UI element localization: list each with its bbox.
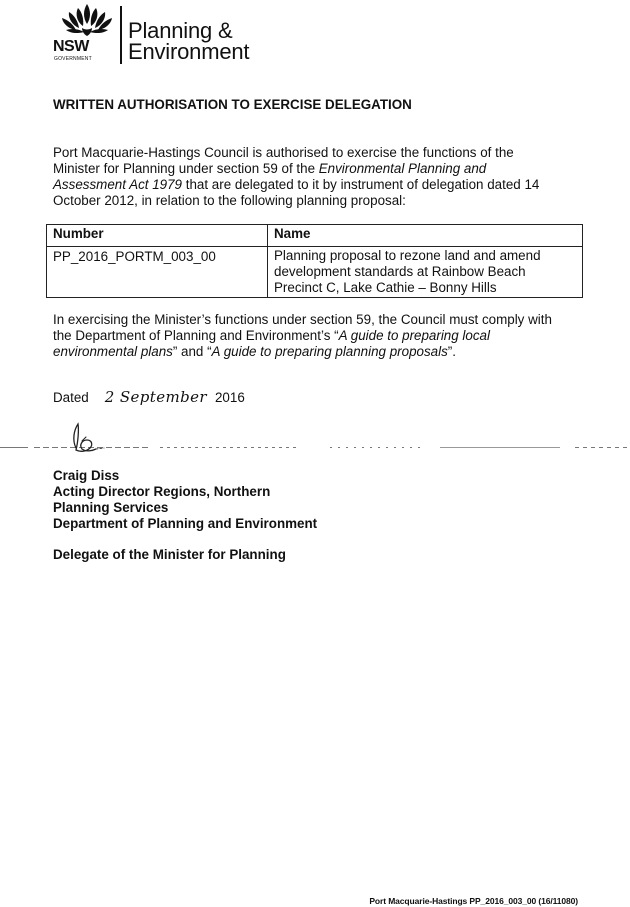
planning-proposal-table xyxy=(46,224,583,298)
guide-planning-proposals: A guide to preparing planning proposals xyxy=(211,344,448,359)
signatory-role-line1: Acting Director Regions, Northern xyxy=(53,484,271,499)
nsw-wordmark: NSW xyxy=(53,38,89,55)
handwritten-date: 2 September xyxy=(104,388,207,406)
logo-divider xyxy=(120,6,122,64)
dated-year: 2016 xyxy=(214,390,245,405)
dated-line xyxy=(53,388,245,406)
column-header-number: Number xyxy=(47,225,268,247)
dept-ampersand: & xyxy=(217,18,233,43)
dated-label: Dated xyxy=(53,390,89,405)
signatory-name: Craig Diss xyxy=(53,468,120,483)
department-name xyxy=(128,20,249,62)
signatory-block xyxy=(53,468,317,532)
table-row xyxy=(47,247,583,298)
government-wordmark: GOVERNMENT xyxy=(54,56,92,62)
document-title: WRITTEN AUTHORISATION TO EXERCISE DELEGATION xyxy=(53,97,412,112)
footer-reference: Port Macquarie-Hastings PP_2016_003_00 (16/11080) xyxy=(369,896,578,906)
proposal-number-cell: PP_2016_PORTM_003_00 xyxy=(47,247,268,298)
table-header-row xyxy=(47,225,583,247)
para2-text-a: In exercising the Minister’s functions under section 59, the Council must comply with the Department of Planning and Environment’s “ xyxy=(53,312,552,343)
proposal-name-cell: Planning proposal to rezone land and amend development standards at Rainbow Beach Precinct C, Lake Cathie – Bonny Hills xyxy=(268,247,583,298)
act-name: Environmental Planning and Assessment Act 1979 xyxy=(53,161,487,192)
column-header-name: Name xyxy=(268,225,583,247)
para1-text-a: Port Macquarie-Hastings Council is authorised to exercise the functions of the Minister for Planning under section 59 of the xyxy=(53,145,514,176)
guide-local-plans: A guide to preparing local environmental plans xyxy=(53,328,490,359)
para1-text-b: that are delegated to it by instrument of delegation dated 14 October 2012, in relation to the following planning proposal: xyxy=(53,177,540,208)
para2-text-b: ” and “ xyxy=(172,344,212,359)
delegate-statement: Delegate of the Minister for Planning xyxy=(53,547,286,562)
dept-line1: Planning xyxy=(128,18,213,43)
compliance-paragraph xyxy=(53,312,553,360)
para2-text-c: ”. xyxy=(447,344,456,359)
dept-line2: Environment xyxy=(128,39,250,64)
authorisation-paragraph xyxy=(53,145,553,209)
handwritten-signature-icon xyxy=(62,418,110,456)
signatory-department: Department of Planning and Environment xyxy=(53,516,318,531)
signatory-role-line2: Planning Services xyxy=(53,500,169,515)
